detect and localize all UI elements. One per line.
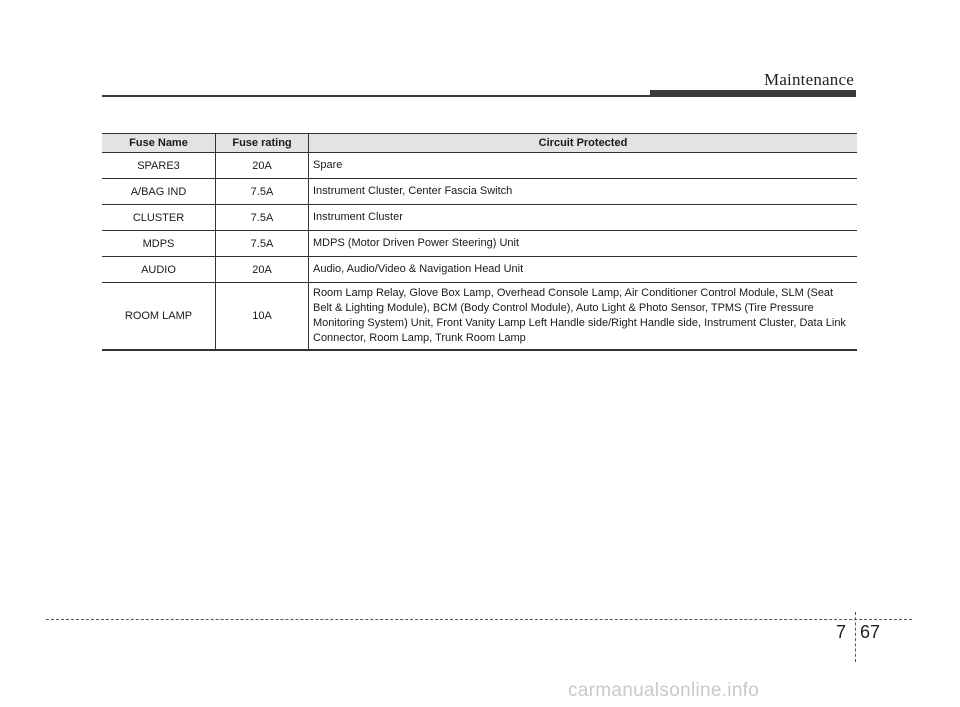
circuit-protected-cell: Audio, Audio/Video & Navigation Head Unit (309, 257, 858, 283)
footer-rule (46, 619, 912, 620)
fuse-rating-cell: 7.5A (216, 179, 309, 205)
fuse-name-cell: MDPS (102, 231, 216, 257)
fuse-name-cell: A/BAG IND (102, 179, 216, 205)
table-row (102, 153, 857, 179)
column-header-fuse-name: Fuse Name (102, 134, 216, 153)
table-row (102, 179, 857, 205)
fuse-rating-cell: 7.5A (216, 231, 309, 257)
circuit-protected-cell: Room Lamp Relay, Glove Box Lamp, Overhead Console Lamp, Air Conditioner Control Module, SLM (Seat Belt & Lighting Module), BCM (Body Control Module), Auto Light & Photo Sensor, TPMS (Tire Pressure Monitoring System) Unit, Front Vanity Lamp Left Handle side/Right Handle side, Instrument Cluster, Data Link Connector, Room Lamp, Trunk Room Lamp (309, 283, 858, 351)
header-rule-accent (650, 90, 856, 97)
fuse-table (102, 133, 857, 351)
table-row (102, 231, 857, 257)
circuit-protected-cell: Spare (309, 153, 858, 179)
header-rule (102, 95, 650, 97)
table-header-row (102, 134, 857, 153)
fuse-name-cell: AUDIO (102, 257, 216, 283)
circuit-protected-cell: MDPS (Motor Driven Power Steering) Unit (309, 231, 858, 257)
circuit-protected-cell: Instrument Cluster (309, 205, 858, 231)
page-number: 67 (860, 622, 881, 642)
watermark: carmanualsonline.info (568, 680, 760, 701)
fuse-name-cell: SPARE3 (102, 153, 216, 179)
fuse-rating-cell: 10A (216, 283, 309, 351)
table-row (102, 283, 857, 351)
fuse-rating-cell: 7.5A (216, 205, 309, 231)
chapter-number: 7 (836, 622, 847, 642)
table-row (102, 205, 857, 231)
column-header-fuse-rating: Fuse rating (216, 134, 309, 153)
fuse-name-cell: ROOM LAMP (102, 283, 216, 351)
table-row (102, 257, 857, 283)
fuse-name-cell: CLUSTER (102, 205, 216, 231)
section-title: Maintenance (764, 70, 854, 89)
footer-divider (855, 612, 856, 662)
circuit-protected-cell: Instrument Cluster, Center Fascia Switch (309, 179, 858, 205)
fuse-rating-cell: 20A (216, 257, 309, 283)
fuse-rating-cell: 20A (216, 153, 309, 179)
column-header-circuit-protected: Circuit Protected (309, 134, 858, 153)
